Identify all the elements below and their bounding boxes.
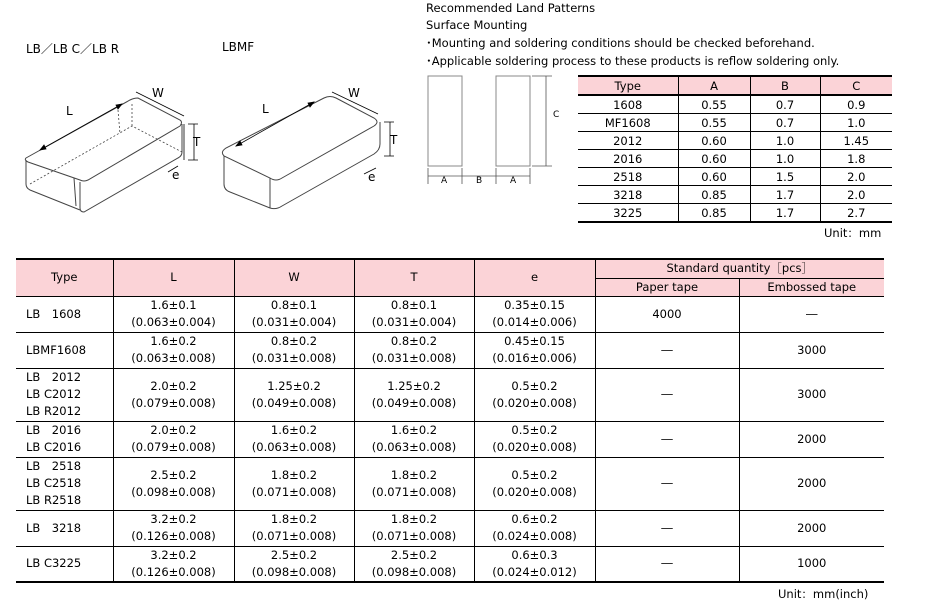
value-inch: (0.063±0.008) — [131, 351, 216, 365]
land-subtitle: Surface Mounting — [426, 18, 528, 32]
table-row — [16, 368, 884, 421]
cell-embossed-tape: 3000 — [739, 332, 884, 368]
cell-embossed-tape: 2000 — [739, 421, 884, 457]
header-w: W — [234, 259, 354, 296]
type-line: LB 1608 — [26, 306, 82, 321]
value-inch: (0.031±0.008) — [371, 351, 457, 365]
land-cell: 0.60 — [678, 168, 750, 186]
main-unit-note: Unit：mm(inch) — [778, 587, 869, 601]
dim-e-label: e — [172, 168, 180, 182]
land-table-row — [578, 150, 892, 168]
table-row — [16, 296, 884, 332]
value-inch: (0.024±0.012) — [492, 564, 577, 579]
value-mm: 2.0±0.2 — [150, 423, 197, 437]
land-unit-note: Unit：mm — [824, 226, 882, 240]
cell-paper-tape: ― — [595, 421, 739, 457]
cell-embossed-tape: ― — [739, 296, 884, 332]
cell-e — [474, 368, 595, 421]
value-mm: 2.5±0.2 — [390, 547, 438, 562]
type-line: LB R2012 — [26, 404, 82, 418]
value-inch: (0.031±0.004) — [251, 315, 337, 329]
land-table-row — [578, 95, 892, 114]
land-table-row — [578, 114, 892, 132]
cell-l — [113, 546, 234, 582]
land-cell: 2016 — [578, 150, 678, 168]
table-row — [16, 510, 884, 546]
land-table-header-row — [578, 76, 892, 95]
value-inch: (0.020±0.008) — [492, 395, 577, 410]
value-mm: 0.8±0.1 — [390, 298, 438, 312]
value-inch: (0.071±0.008) — [251, 484, 337, 499]
cell-type — [16, 457, 113, 510]
cell-type — [16, 546, 113, 582]
land-table-row — [578, 186, 892, 204]
value-mm: 3.2±0.2 — [150, 547, 197, 562]
land-cell: 1.8 — [820, 150, 892, 168]
land-dim-a-left: A — [441, 176, 448, 186]
value-inch: (0.071±0.008) — [251, 529, 337, 543]
dim-l-label-lbmf: L — [262, 102, 269, 116]
cell-embossed-tape: 3000 — [739, 368, 884, 421]
dimensions-table — [16, 258, 884, 583]
cell-w — [234, 332, 354, 368]
cell-e — [474, 332, 595, 368]
land-cell: 1.0 — [750, 150, 820, 168]
land-cell: 1.7 — [750, 186, 820, 204]
cell-e — [474, 421, 595, 457]
dim-w-label: W — [152, 86, 164, 100]
cell-e — [474, 457, 595, 510]
cell-type — [16, 296, 113, 332]
chip-diagram-lb — [18, 80, 218, 220]
cell-w — [234, 457, 354, 510]
land-cell: 1608 — [578, 95, 678, 114]
value-inch: (0.079±0.008) — [131, 440, 216, 454]
value-mm: 1.25±0.2 — [387, 378, 441, 393]
land-cell: 2518 — [578, 168, 678, 186]
land-header-b: B — [750, 76, 820, 95]
value-mm: 0.5±0.2 — [511, 378, 558, 393]
type-line: LB C2012 — [26, 387, 82, 401]
dim-w-label-lbmf: W — [348, 86, 360, 100]
cell-paper-tape: ― — [595, 510, 739, 546]
value-mm: 0.6±0.2 — [511, 512, 558, 526]
cell-t — [354, 368, 474, 421]
land-table-row — [578, 204, 892, 223]
diagram-title-lbmf: LBMF — [222, 40, 255, 54]
value-inch: (0.020±0.008) — [492, 484, 577, 499]
type-line: LB 2518 — [26, 459, 82, 473]
type-line: LBMF1608 — [26, 342, 87, 357]
value-inch: (0.031±0.008) — [251, 351, 337, 365]
value-inch: (0.071±0.008) — [371, 484, 457, 499]
cell-l — [113, 296, 234, 332]
value-mm: 1.8±0.2 — [390, 512, 438, 526]
value-inch: (0.126±0.008) — [131, 564, 216, 579]
value-mm: 1.8±0.2 — [270, 512, 318, 526]
value-mm: 2.0±0.2 — [150, 378, 197, 393]
land-cell: 1.7 — [750, 204, 820, 223]
cell-embossed-tape: 2000 — [739, 457, 884, 510]
cell-paper-tape: ― — [595, 368, 739, 421]
land-note-1: ･Mounting and soldering conditions should be checked beforehand. — [426, 36, 815, 50]
land-header-type: Type — [578, 76, 678, 95]
dim-t-label: T — [193, 135, 201, 149]
land-cell: 0.85 — [678, 204, 750, 223]
cell-e — [474, 296, 595, 332]
land-cell: 1.45 — [820, 132, 892, 150]
cell-t — [354, 332, 474, 368]
land-cell: MF1608 — [578, 114, 678, 132]
table-row — [16, 332, 884, 368]
cell-type — [16, 368, 113, 421]
cell-paper-tape: 4000 — [595, 296, 739, 332]
value-mm: 0.45±0.15 — [504, 334, 565, 348]
table-row — [16, 421, 884, 457]
value-mm: 2.5±0.2 — [150, 467, 197, 482]
value-inch: (0.098±0.008) — [371, 564, 457, 579]
cell-t — [354, 510, 474, 546]
land-cell: 0.60 — [678, 150, 750, 168]
diagram-title-lb: LB／LB C／LB R — [26, 42, 120, 56]
cell-e — [474, 510, 595, 546]
land-pattern-diagram — [420, 72, 580, 192]
dim-t-label-lbmf: T — [390, 133, 398, 147]
value-inch: (0.049±0.008) — [251, 395, 337, 410]
value-mm: 1.6±0.2 — [390, 423, 438, 437]
value-mm: 1.8±0.2 — [270, 467, 318, 482]
value-mm: 1.25±0.2 — [267, 378, 321, 393]
value-mm: 0.8±0.2 — [390, 334, 438, 348]
value-inch: (0.024±0.008) — [492, 529, 577, 543]
cell-t — [354, 546, 474, 582]
cell-l — [113, 421, 234, 457]
land-cell: 1.5 — [750, 168, 820, 186]
value-mm: 3.2±0.2 — [150, 512, 197, 526]
type-line: LB C2518 — [26, 476, 82, 490]
land-cell: 1.0 — [820, 114, 892, 132]
cell-w — [234, 368, 354, 421]
value-inch: (0.063±0.008) — [251, 440, 337, 454]
land-dim-b: B — [476, 176, 483, 186]
land-table-row — [578, 132, 892, 150]
cell-t — [354, 296, 474, 332]
value-mm: 0.6±0.3 — [511, 547, 558, 562]
land-table-row — [578, 168, 892, 186]
cell-paper-tape: ― — [595, 457, 739, 510]
cell-w — [234, 421, 354, 457]
land-cell: 2012 — [578, 132, 678, 150]
cell-w — [234, 296, 354, 332]
value-inch: (0.031±0.004) — [371, 315, 457, 329]
land-cell: 2.0 — [820, 168, 892, 186]
value-inch: (0.020±0.008) — [492, 440, 577, 454]
type-line: LB 3218 — [26, 520, 82, 535]
value-mm: 0.8±0.2 — [270, 334, 318, 348]
cell-l — [113, 368, 234, 421]
land-note-2: ･Applicable soldering process to these products is reflow soldering only. — [426, 54, 840, 68]
value-inch: (0.016±0.006) — [492, 351, 577, 365]
land-cell: 3225 — [578, 204, 678, 223]
land-title: Recommended Land Patterns — [426, 1, 596, 15]
value-mm: 1.6±0.2 — [150, 334, 197, 348]
value-mm: 1.6±0.1 — [150, 298, 197, 312]
header-type: Type — [16, 259, 113, 296]
land-cell: 0.55 — [678, 114, 750, 132]
header-t: T — [354, 259, 474, 296]
cell-embossed-tape: 2000 — [739, 510, 884, 546]
header-l: L — [113, 259, 234, 296]
land-header-a: A — [678, 76, 750, 95]
value-inch: (0.126±0.008) — [131, 529, 216, 543]
dim-e-label-lbmf: e — [368, 170, 376, 184]
value-inch: (0.014±0.006) — [492, 315, 577, 329]
table-header-row — [16, 259, 884, 278]
type-line: LB C3225 — [26, 556, 82, 571]
dim-l-label: L — [66, 104, 73, 118]
value-inch: (0.079±0.008) — [131, 395, 216, 410]
header-standard-quantity: Standard quantity［pcs］ — [595, 259, 884, 278]
cell-type — [16, 421, 113, 457]
land-pattern-table — [578, 75, 892, 223]
cell-e — [474, 546, 595, 582]
cell-paper-tape: ― — [595, 546, 739, 582]
land-cell: 0.9 — [820, 95, 892, 114]
value-inch: (0.063±0.008) — [371, 440, 457, 454]
value-mm: 0.5±0.2 — [511, 423, 558, 437]
land-dim-a-right: A — [510, 176, 517, 186]
cell-embossed-tape: 1000 — [739, 546, 884, 582]
type-line: LB R2518 — [26, 493, 82, 507]
land-dim-c: C — [553, 110, 560, 120]
cell-paper-tape: ― — [595, 332, 739, 368]
cell-w — [234, 510, 354, 546]
value-inch: (0.071±0.008) — [371, 529, 457, 543]
value-mm: 0.35±0.15 — [504, 298, 565, 312]
cell-w — [234, 546, 354, 582]
table-row — [16, 546, 884, 582]
cell-t — [354, 457, 474, 510]
header-e: e — [474, 259, 595, 296]
value-inch: (0.063±0.004) — [131, 315, 216, 329]
chip-diagram-lbmf — [214, 80, 414, 220]
land-cell: 2.0 — [820, 186, 892, 204]
header-paper-tape: Paper tape — [595, 278, 739, 296]
land-cell: 0.60 — [678, 132, 750, 150]
value-mm: 0.8±0.1 — [270, 298, 318, 312]
table-row — [16, 457, 884, 510]
type-line: LB 2016 — [26, 423, 82, 437]
land-cell: 0.55 — [678, 95, 750, 114]
land-cell: 0.7 — [750, 114, 820, 132]
type-line: LB 2012 — [26, 370, 82, 384]
cell-l — [113, 332, 234, 368]
value-inch: (0.098±0.008) — [251, 564, 337, 579]
cell-l — [113, 510, 234, 546]
land-cell: 3218 — [578, 186, 678, 204]
value-inch: (0.098±0.008) — [131, 484, 216, 499]
header-embossed-tape: Embossed tape — [739, 278, 884, 296]
value-mm: 1.8±0.2 — [390, 467, 438, 482]
cell-t — [354, 421, 474, 457]
land-cell: 0.7 — [750, 95, 820, 114]
land-header-c: C — [820, 76, 892, 95]
land-cell: 2.7 — [820, 204, 892, 223]
value-mm: 2.5±0.2 — [270, 547, 318, 562]
cell-type — [16, 510, 113, 546]
value-mm: 0.5±0.2 — [511, 467, 558, 482]
type-line: LB C2016 — [26, 440, 82, 454]
value-mm: 1.6±0.2 — [270, 423, 318, 437]
cell-l — [113, 457, 234, 510]
land-cell: 1.0 — [750, 132, 820, 150]
value-inch: (0.049±0.008) — [371, 395, 457, 410]
cell-type — [16, 332, 113, 368]
land-cell: 0.85 — [678, 186, 750, 204]
